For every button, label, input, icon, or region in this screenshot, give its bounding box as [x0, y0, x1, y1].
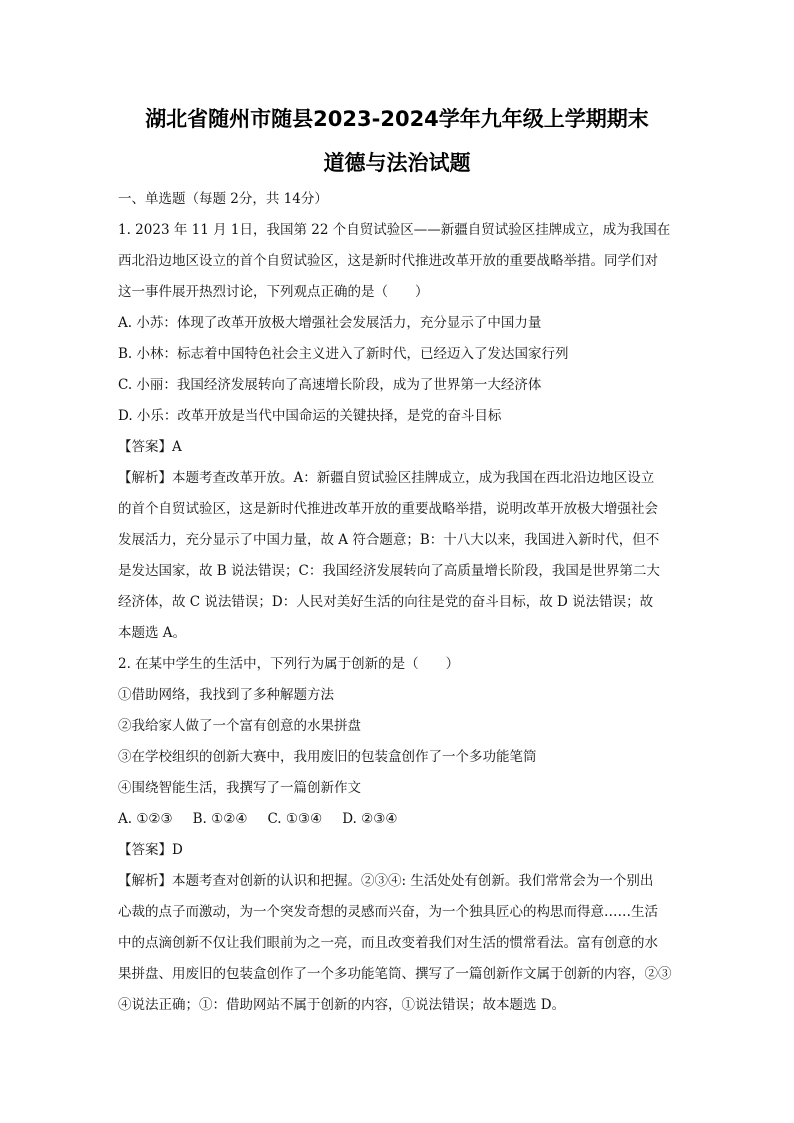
question-stem-line: 1. 2023 年 11 月 1日，我国第 22 个自贸试验区——新疆自贸试验区挂牌成立，成为我国在: [118, 222, 671, 238]
statement-item: ①借助网络，我找到了多种解题方法: [118, 687, 334, 703]
statement-item: ③在学校组织的创新大赛中，我用废旧的包装盒创作了一个多功能笔筒: [118, 749, 537, 765]
answer-line: 【答案】D: [118, 842, 183, 858]
section-heading: 一、单选题（每题 2分，共 14分）: [118, 191, 328, 207]
options-row: [118, 804, 678, 835]
document-title: 湖北省随州市随县2023-2024学年九年级上学期期末: [145, 107, 649, 131]
analysis-line: 的首个自贸试验区，这是新时代推进改革开放的重要战略举措，说明改革开放极大增强社会: [118, 501, 658, 517]
option-d: D. ②③④: [342, 811, 398, 827]
option-b: B. 小林：标志着中国特色社会主义进入了新时代，已经迈入了发达国家行列: [118, 346, 569, 362]
question-stem-line: 2. 在某中学生的生活中，下列行为属于创新的是（ ）: [118, 656, 460, 672]
analysis-line: ④说法正确；①：借助网站不属于创新的内容，①说法错误；故本题选 D。: [118, 997, 566, 1013]
analysis-line: 本题选 A。: [118, 625, 187, 641]
option-d: D. 小乐：改革开放是当代中国命运的关键抉择，是党的奋斗目标: [118, 408, 502, 424]
analysis-line: 经济体，故 C 说法错误；D：人民对美好生活的向往是党的奋斗目标，故 D 说法错误；故: [118, 594, 654, 610]
analysis-line: 中的点滴创新不仅让我们眼前为之一亮，而且改变着我们对生活的惯常看法。富有创意的水: [118, 935, 658, 951]
statement-item: ④围绕智能生活，我撰写了一篇创新作文: [118, 780, 361, 796]
analysis-line: 发展活力，充分显示了中国力量，故 A 符合题意；B：十八大以来，我国进入新时代，但不: [118, 532, 660, 548]
question-stem-line: 这一事件展开热烈讨论，下列观点正确的是（ ）: [118, 284, 429, 300]
analysis-line: 是发达国家，故 B 说法错误；C：我国经济发展转向了高质量增长阶段，我国是世界第二大: [118, 563, 660, 579]
question-stem-line: 西北沿边地区设立的首个自贸试验区，这是新时代推进改革开放的重要战略举措。同学们对: [118, 253, 658, 269]
analysis-line: 【解析】本题考查改革开放。A：新疆自贸试验区挂牌成立，成为我国在西北沿边地区设立: [118, 470, 655, 486]
statement-item: ②我给家人做了一个富有创意的水果拼盘: [118, 718, 361, 734]
document-body: [118, 184, 678, 1021]
option-c: C. ①③④: [267, 811, 323, 827]
question-2: [118, 649, 678, 1021]
question-1: [118, 215, 678, 649]
answer-line: 【答案】A: [118, 439, 182, 455]
analysis-line: 【解析】本题考查对创新的认识和把握。②③④: 生活处处有创新。我们常常会为一个别出: [118, 873, 654, 889]
option-c: C. 小丽：我国经济发展转向了高速增长阶段，成为了世界第一大经济体: [118, 377, 542, 393]
option-a: A. 小苏：体现了改革开放极大增强社会发展活力，充分显示了中国力量: [118, 315, 542, 331]
document-subtitle: 道德与法治试题: [323, 151, 471, 175]
option-b: B. ①②④: [192, 811, 248, 827]
analysis-line: 心裁的点子而激动，为一个突发奇想的灵感而兴奋，为一个独具匠心的构思而得意……生活: [118, 904, 658, 920]
option-a: A. ①②③: [118, 811, 173, 827]
analysis-line: 果拼盘、用废旧的包装盒创作了一个多功能笔筒、撰写了一篇创新作文属于创新的内容，②③: [118, 966, 672, 982]
